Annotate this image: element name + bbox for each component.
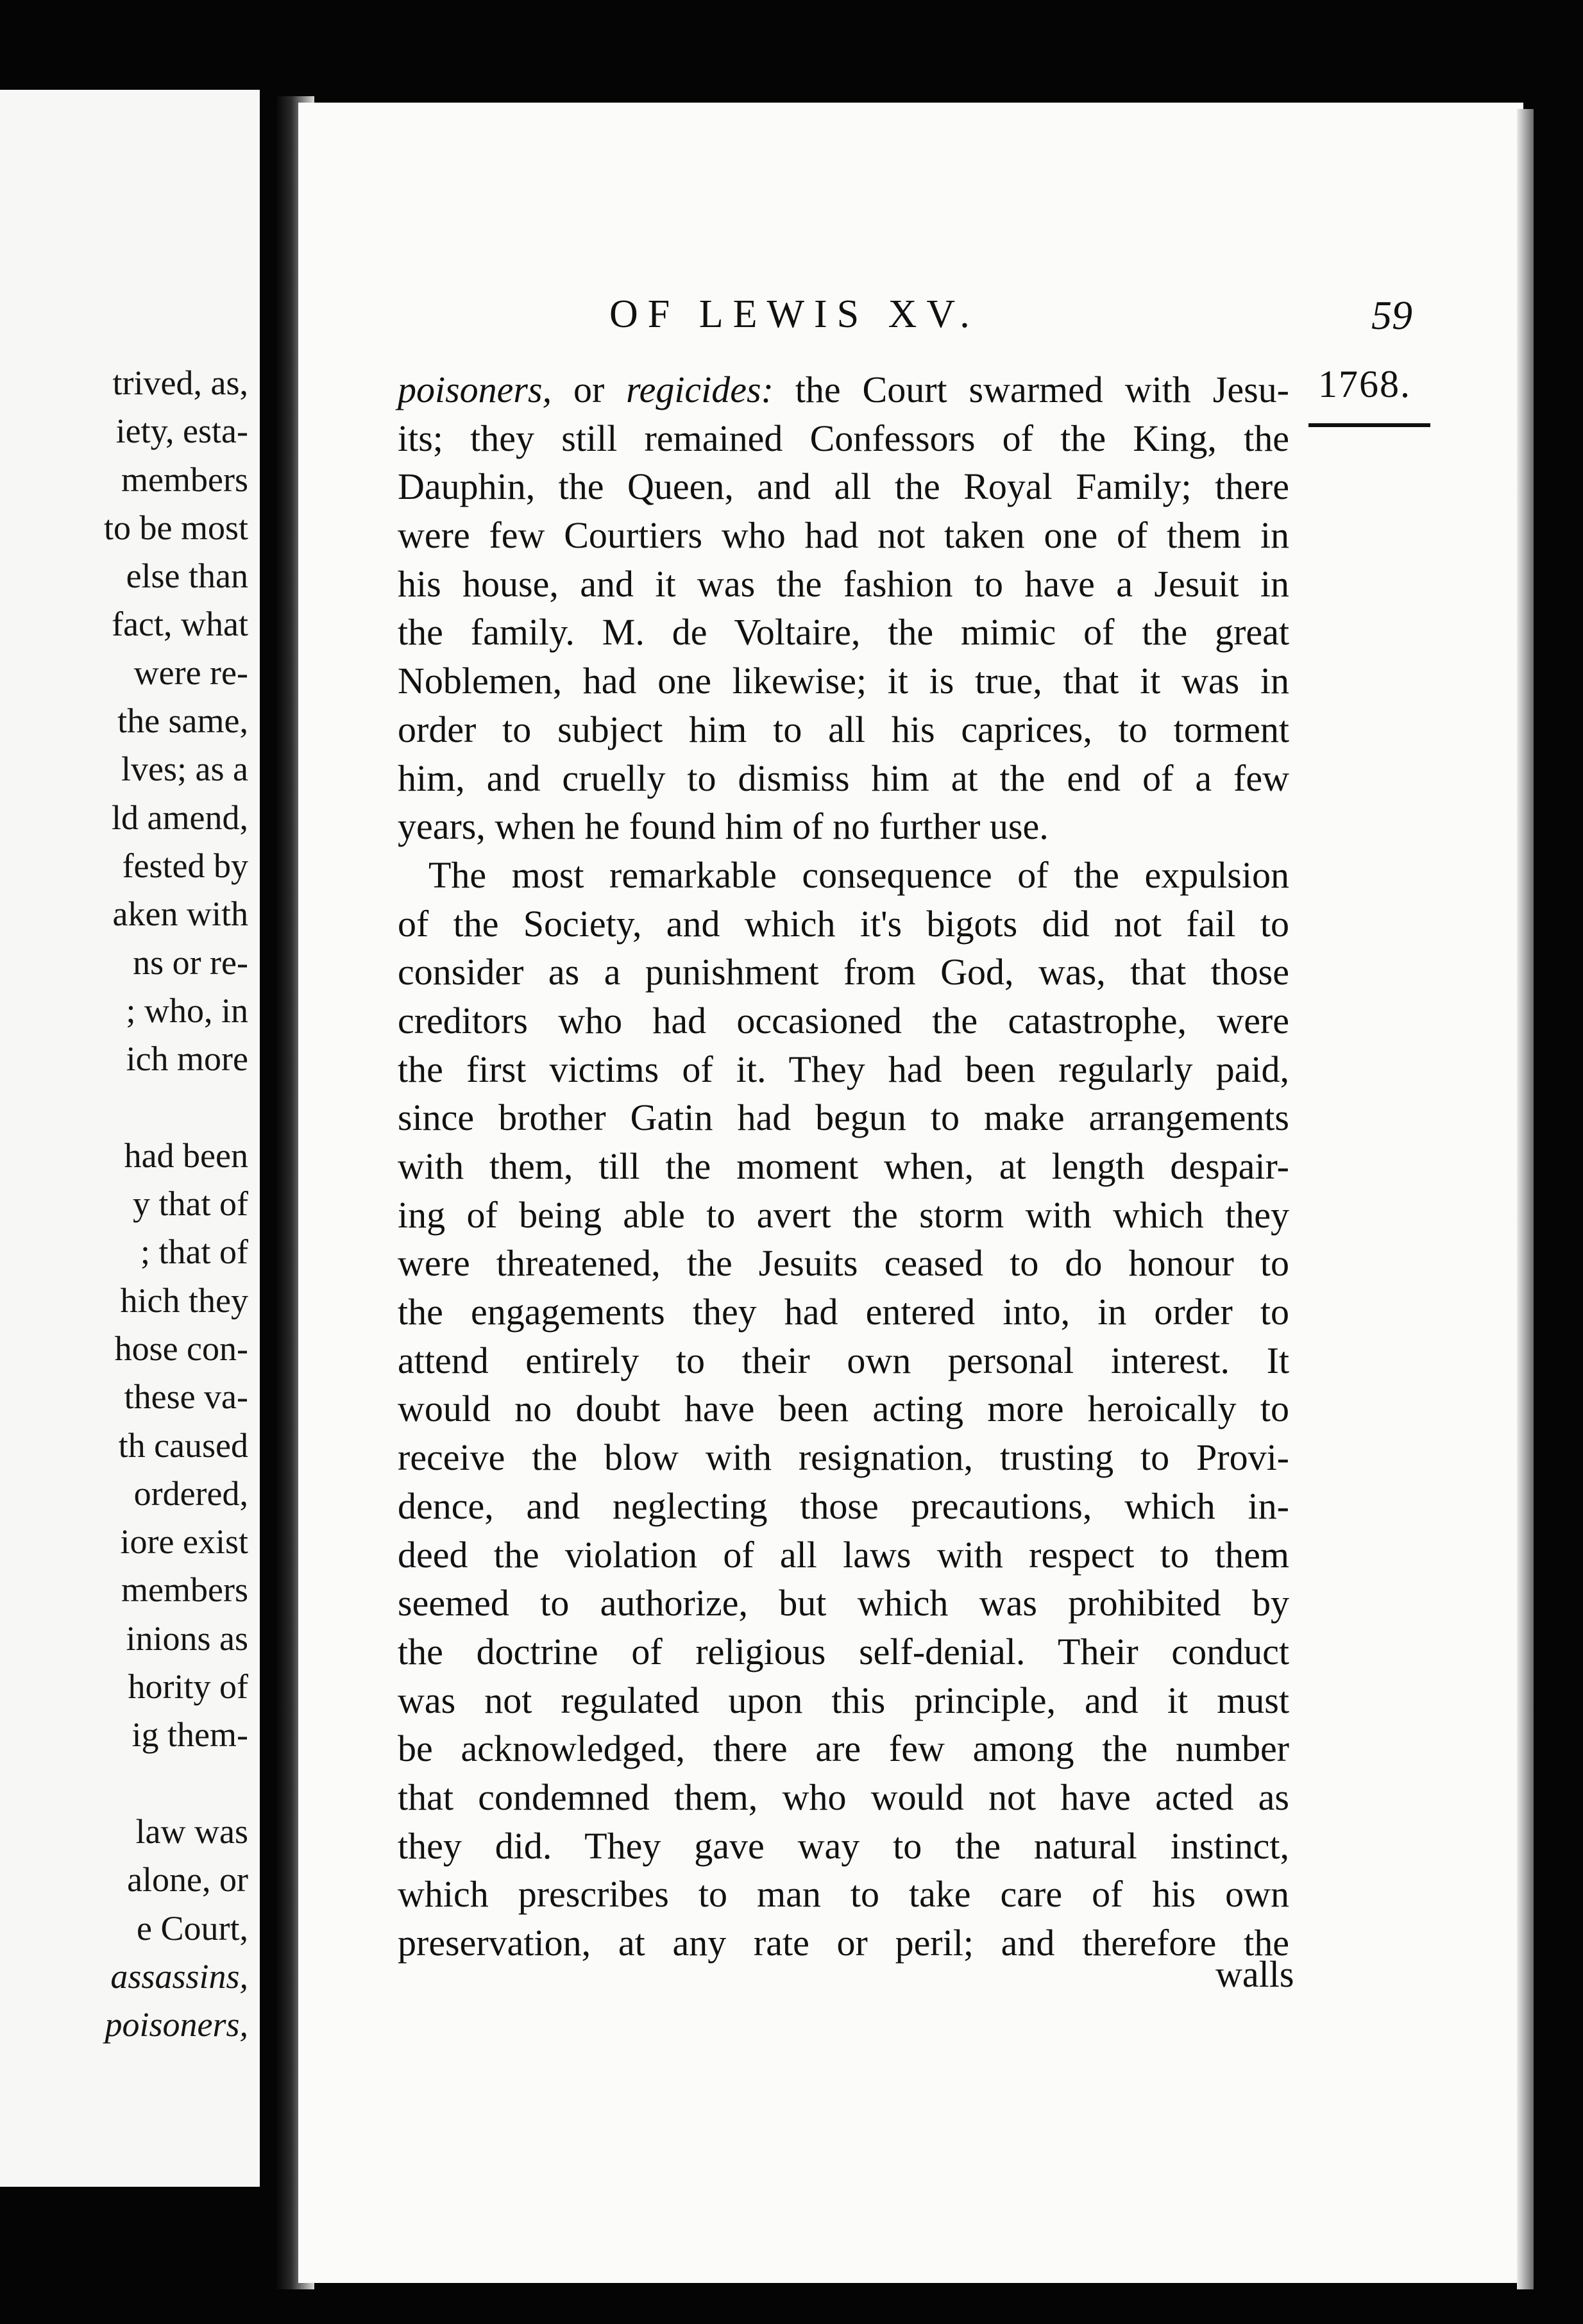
left-text-line: ig them- xyxy=(131,1715,248,1755)
text-line xyxy=(398,997,1289,1045)
text-line xyxy=(398,1531,1289,1579)
left-page-text xyxy=(104,359,248,2049)
text-line xyxy=(398,754,1289,803)
left-text-line xyxy=(104,1760,248,1808)
text-line xyxy=(398,1482,1289,1531)
text-segment: the Court swarmed with Jesu- xyxy=(773,369,1289,410)
running-head: OF LEWIS XV. xyxy=(609,292,979,336)
text-line xyxy=(398,1239,1289,1288)
left-text-line: ich more xyxy=(126,1040,248,1079)
left-text-line: hority of xyxy=(128,1667,248,1706)
left-text-line: ns or re- xyxy=(133,943,248,982)
left-text-line: ld amend, xyxy=(112,798,248,837)
text-line xyxy=(398,1093,1289,1142)
margin-rule xyxy=(1308,423,1430,427)
text-segment: the first victims of it. They had been regularly paid, xyxy=(398,1048,1289,1090)
text-segment: creditors who had occasioned the catastrophe, were xyxy=(398,999,1289,1041)
left-text-line: else than xyxy=(126,557,248,596)
text-segment: with them, till the moment when, at length despair- xyxy=(398,1145,1289,1187)
text-line xyxy=(398,560,1289,609)
text-line xyxy=(398,851,1289,900)
left-text-line: the same, xyxy=(117,702,248,741)
text-segment: they did. They gave way to the natural instinct, xyxy=(398,1824,1289,1867)
left-text-line: assassins, xyxy=(110,1957,248,1996)
left-text-line: had been xyxy=(124,1136,248,1175)
text-segment: were threatened, the Jesuits ceased to do honour to xyxy=(398,1242,1289,1284)
left-text-line: iety, esta- xyxy=(115,412,248,451)
left-text-line: lves; as a xyxy=(121,750,248,789)
text-line xyxy=(398,1724,1289,1773)
text-segment: seemed to authorize, but which was prohibited by xyxy=(398,1582,1289,1624)
text-segment: that condemned them, who would not have acted as xyxy=(398,1776,1289,1818)
text-line xyxy=(398,705,1289,754)
left-text-line: inions as xyxy=(126,1619,248,1658)
page-edge xyxy=(1517,109,1534,2289)
text-line xyxy=(398,1773,1289,1822)
text-line xyxy=(398,608,1289,657)
text-line xyxy=(398,1433,1289,1482)
text-line xyxy=(398,802,1289,851)
text-segment: attend entirely to their own personal interest. It xyxy=(398,1339,1289,1381)
text-segment: ing of being able to avert the storm with which they xyxy=(398,1193,1289,1236)
catchword: walls xyxy=(1215,1953,1294,1995)
left-text-line: poisoners, xyxy=(105,2005,248,2044)
text-segment: which prescribes to man to take care of his own xyxy=(398,1873,1289,1916)
left-text-line: ; that of xyxy=(140,1233,248,1272)
text-segment: of the Society, and which it's bigots did not fail to xyxy=(398,902,1289,945)
left-text-line: alone, or xyxy=(127,1860,248,1899)
text-line xyxy=(398,1142,1289,1191)
text-line xyxy=(398,1870,1289,1919)
left-text-line: iore exist xyxy=(120,1522,248,1562)
text-segment: the family. M. de Voltaire, the mimic of the great xyxy=(398,611,1289,653)
text-line xyxy=(398,1579,1289,1628)
left-text-line: ; who, in xyxy=(126,991,248,1030)
left-text-line: fested by xyxy=(122,846,248,885)
text-segment: the doctrine of religious self-denial. Their conduct xyxy=(398,1630,1289,1672)
text-segment: preservation, at any rate or peril; and therefore the xyxy=(398,1922,1289,1964)
text-segment: him, and cruelly to dismiss him at the end of a few xyxy=(398,757,1289,799)
text-segment: The most remarkable consequence of the expulsion xyxy=(428,854,1289,896)
text-line xyxy=(398,657,1289,705)
text-line xyxy=(398,948,1289,997)
left-text-line: trived, as, xyxy=(112,364,248,402)
italic-text: poisoners, xyxy=(398,369,552,410)
left-text-line: e Court, xyxy=(137,1908,248,1948)
margin-year: 1768. xyxy=(1318,363,1411,405)
left-text-line: fact, what xyxy=(112,605,248,644)
left-text-line: th caused xyxy=(118,1426,248,1465)
text-segment: order to subject him to all his caprices, to torment xyxy=(398,708,1289,750)
left-text-line: members xyxy=(121,460,248,499)
text-segment: Dauphin, the Queen, and all the Royal Family; there xyxy=(398,466,1289,508)
text-segment: were few Courtiers who had not taken one of them in xyxy=(398,514,1289,557)
text-segment: the engagements they had entered into, in order to xyxy=(398,1291,1289,1333)
text-segment: Noblemen, had one likewise; it is true, that it was in xyxy=(398,660,1289,702)
text-segment: consider as a punishment from God, was, that those xyxy=(398,951,1289,993)
text-segment: its; they still remained Confessors of the King, the xyxy=(398,417,1289,459)
text-line xyxy=(398,1336,1289,1385)
text-segment: his house, and it was the fashion to have a Jesuit in xyxy=(398,562,1289,605)
left-text-line: law was xyxy=(135,1812,248,1851)
text-line xyxy=(398,1676,1289,1725)
text-line xyxy=(398,462,1289,511)
left-text-line: hose con- xyxy=(114,1329,248,1368)
text-segment: dence, and neglecting those precautions, which in- xyxy=(398,1485,1289,1527)
text-segment: was not regulated upon this principle, and it must xyxy=(398,1679,1289,1721)
text-segment: receive the blow with resignation, trusting to Provi- xyxy=(398,1436,1289,1479)
left-text-line: members xyxy=(121,1570,248,1610)
text-line xyxy=(398,1045,1289,1094)
text-line xyxy=(398,1628,1289,1676)
text-segment: since brother Gatin had begun to make arrangements xyxy=(398,1097,1289,1139)
text-line xyxy=(398,1191,1289,1240)
body-text xyxy=(398,366,1289,1967)
left-text-line: to be most xyxy=(104,508,248,547)
text-segment: would no doubt have been acting more heroically to xyxy=(398,1388,1289,1430)
text-line xyxy=(398,1288,1289,1336)
left-text-line: these va- xyxy=(124,1377,248,1417)
text-line xyxy=(398,366,1289,414)
text-segment: deed the violation of all laws with respect to them xyxy=(398,1533,1289,1576)
text-segment: years, when he found him of no further use. xyxy=(398,805,1049,848)
text-line xyxy=(398,1385,1289,1433)
left-text-line: hich they xyxy=(120,1281,248,1320)
text-line xyxy=(398,1919,1289,1967)
left-text-line xyxy=(104,1083,248,1131)
left-text-line: y that of xyxy=(133,1184,248,1224)
text-line xyxy=(398,1822,1289,1871)
left-text-line: were re- xyxy=(133,653,248,692)
left-text-line: ordered, xyxy=(133,1474,248,1513)
text-segment: be acknowledged, there are few among the number xyxy=(398,1728,1289,1770)
text-line xyxy=(398,511,1289,560)
text-line xyxy=(398,900,1289,948)
text-segment: or xyxy=(552,369,627,410)
left-text-line: aken with xyxy=(112,895,248,934)
italic-text: regicides: xyxy=(626,369,774,410)
left-page-fragment xyxy=(0,90,260,2187)
page-number: 59 xyxy=(1371,292,1412,338)
text-line xyxy=(398,414,1289,463)
